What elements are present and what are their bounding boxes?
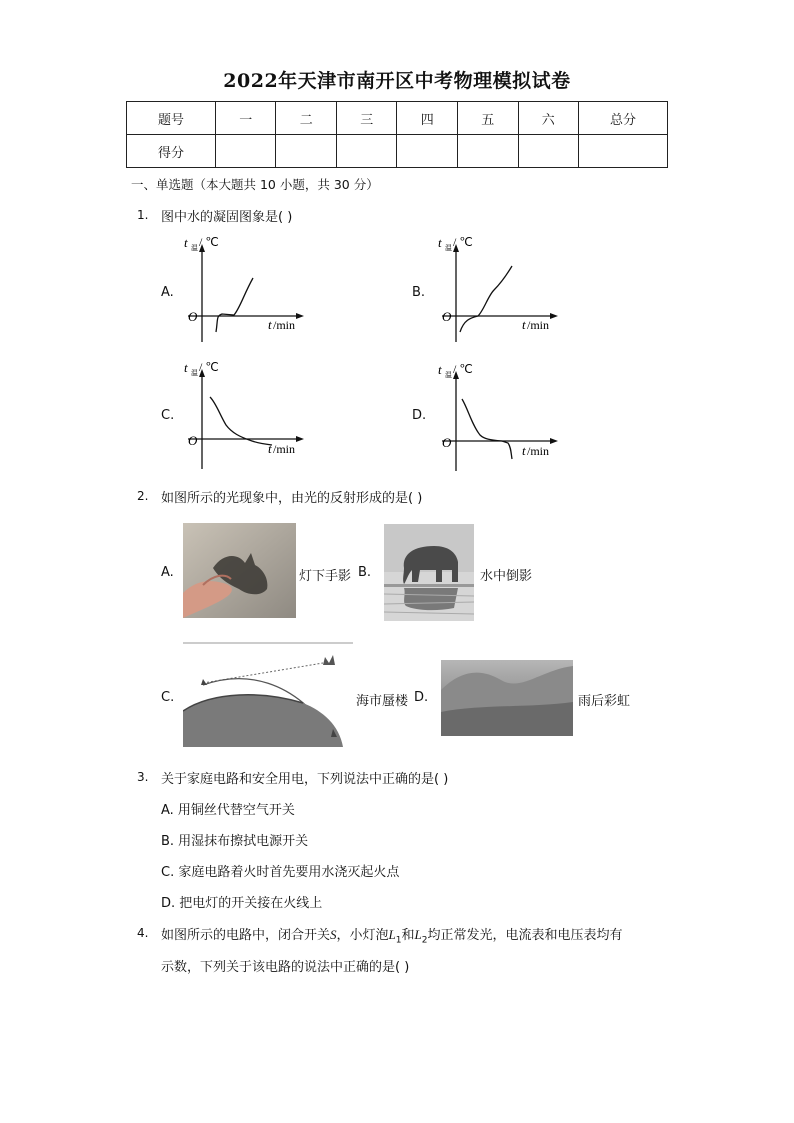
y-axis-subscript: 温 (191, 369, 198, 377)
x-axis-symbol: t (522, 317, 526, 332)
score-table-cell: 二 (276, 102, 337, 135)
option-letter: A. (161, 565, 174, 580)
origin-label: O (188, 309, 198, 324)
score-table-header-row (127, 102, 668, 135)
y-axis-symbol: t (438, 362, 442, 377)
origin-label: O (188, 433, 198, 448)
option-letter: C. (161, 408, 175, 423)
score-table-score-row (127, 135, 668, 168)
question-number: 3. (137, 770, 149, 784)
x-axis-unit: /min (273, 442, 296, 456)
origin-label: O (442, 435, 452, 450)
option-text: D. 把电灯的开关接在火线上 (161, 896, 323, 911)
option-letter: C. (161, 690, 175, 705)
question-text: 图中水的凝固图象是( ) (161, 210, 293, 225)
question-text-line2: 示数，下列关于该电路的说法中正确的是( ) (161, 960, 410, 975)
score-input-cell (458, 135, 519, 168)
text-segment: 如图所示的电路中，闭合开关 (161, 928, 331, 943)
graph-d (434, 359, 564, 474)
option-text: A. 用铜丝代替空气开关 (161, 803, 295, 818)
score-input-cell (397, 135, 458, 168)
text-segment: 均正常发光，电流表和电压表均有 (427, 928, 623, 943)
hand-shadow-image (183, 523, 296, 618)
question-text-line1 (161, 924, 623, 946)
rainbow-image (441, 660, 573, 736)
elephant-reflection-image (384, 524, 474, 621)
y-axis-unit: / ℃ (453, 235, 473, 249)
score-table-cell: 三 (336, 102, 397, 135)
text-segment: 和 (401, 928, 415, 943)
score-table-cell: 得分 (127, 135, 216, 168)
option-text: C. 家庭电路着火时首先要用水浇灭起火点 (161, 865, 400, 880)
y-axis-subscript: 温 (445, 244, 452, 252)
exam-title: 2022年天津市南开区中考物理模拟试卷 (223, 70, 571, 92)
y-axis-unit: / ℃ (453, 362, 473, 376)
lamp2-subscript: 2 (421, 935, 428, 946)
y-axis-subscript: 温 (445, 371, 452, 379)
lamp2-symbol: L (414, 927, 422, 942)
y-axis-symbol: t (184, 235, 188, 250)
y-axis-symbol: t (438, 235, 442, 250)
graph-c (180, 357, 310, 472)
lamp1-symbol: L (388, 927, 396, 942)
mirage-image (183, 641, 353, 747)
graph-a (180, 232, 310, 347)
score-table-cell: 五 (458, 102, 519, 135)
option-caption: 灯下手影 (299, 569, 352, 584)
score-input-cell (276, 135, 337, 168)
score-table-cell: 总分 (579, 102, 668, 135)
text-segment: ，小灯泡 (336, 928, 389, 943)
option-letter: B. (412, 285, 426, 300)
question-number: 1. (137, 208, 149, 222)
x-axis-unit: /min (527, 444, 550, 458)
y-axis-unit: / ℃ (199, 235, 219, 249)
option-letter: A. (161, 285, 174, 300)
x-axis-symbol: t (268, 441, 272, 456)
option-caption: 水中倒影 (480, 569, 533, 584)
option-letter: D. (414, 690, 429, 705)
score-table-cell: 六 (518, 102, 579, 135)
option-text: B. 用湿抹布擦拭电源开关 (161, 834, 309, 849)
origin-label: O (442, 309, 452, 324)
x-axis-symbol: t (268, 317, 272, 332)
x-axis-unit: /min (273, 318, 296, 332)
question-number: 2. (137, 489, 149, 503)
switch-symbol: S (330, 927, 337, 942)
x-axis-symbol: t (522, 443, 526, 458)
x-axis-unit: /min (527, 318, 550, 332)
y-axis-symbol: t (184, 360, 188, 375)
score-table-cell: 题号 (127, 102, 216, 135)
graph-b (434, 232, 564, 347)
score-input-cell (336, 135, 397, 168)
y-axis-subscript: 温 (191, 244, 198, 252)
score-table-cell: 一 (215, 102, 276, 135)
question-text: 关于家庭电路和安全用电，下列说法中正确的是( ) (161, 772, 449, 787)
score-table-cell: 四 (397, 102, 458, 135)
score-input-cell (579, 135, 668, 168)
section-heading: 一、单选题（本大题共 10 小题，共 30 分） (131, 177, 379, 192)
question-number: 4. (137, 926, 149, 940)
lamp1-subscript: 1 (395, 935, 402, 946)
option-caption: 海市蜃楼 (356, 694, 409, 709)
option-letter: D. (412, 408, 427, 423)
score-input-cell (518, 135, 579, 168)
score-table (126, 101, 668, 168)
question-text: 如图所示的光现象中，由光的反射形成的是( ) (161, 491, 423, 506)
score-input-cell (215, 135, 276, 168)
y-axis-unit: / ℃ (199, 360, 219, 374)
option-letter: B. (358, 565, 372, 580)
option-caption: 雨后彩虹 (578, 694, 631, 709)
